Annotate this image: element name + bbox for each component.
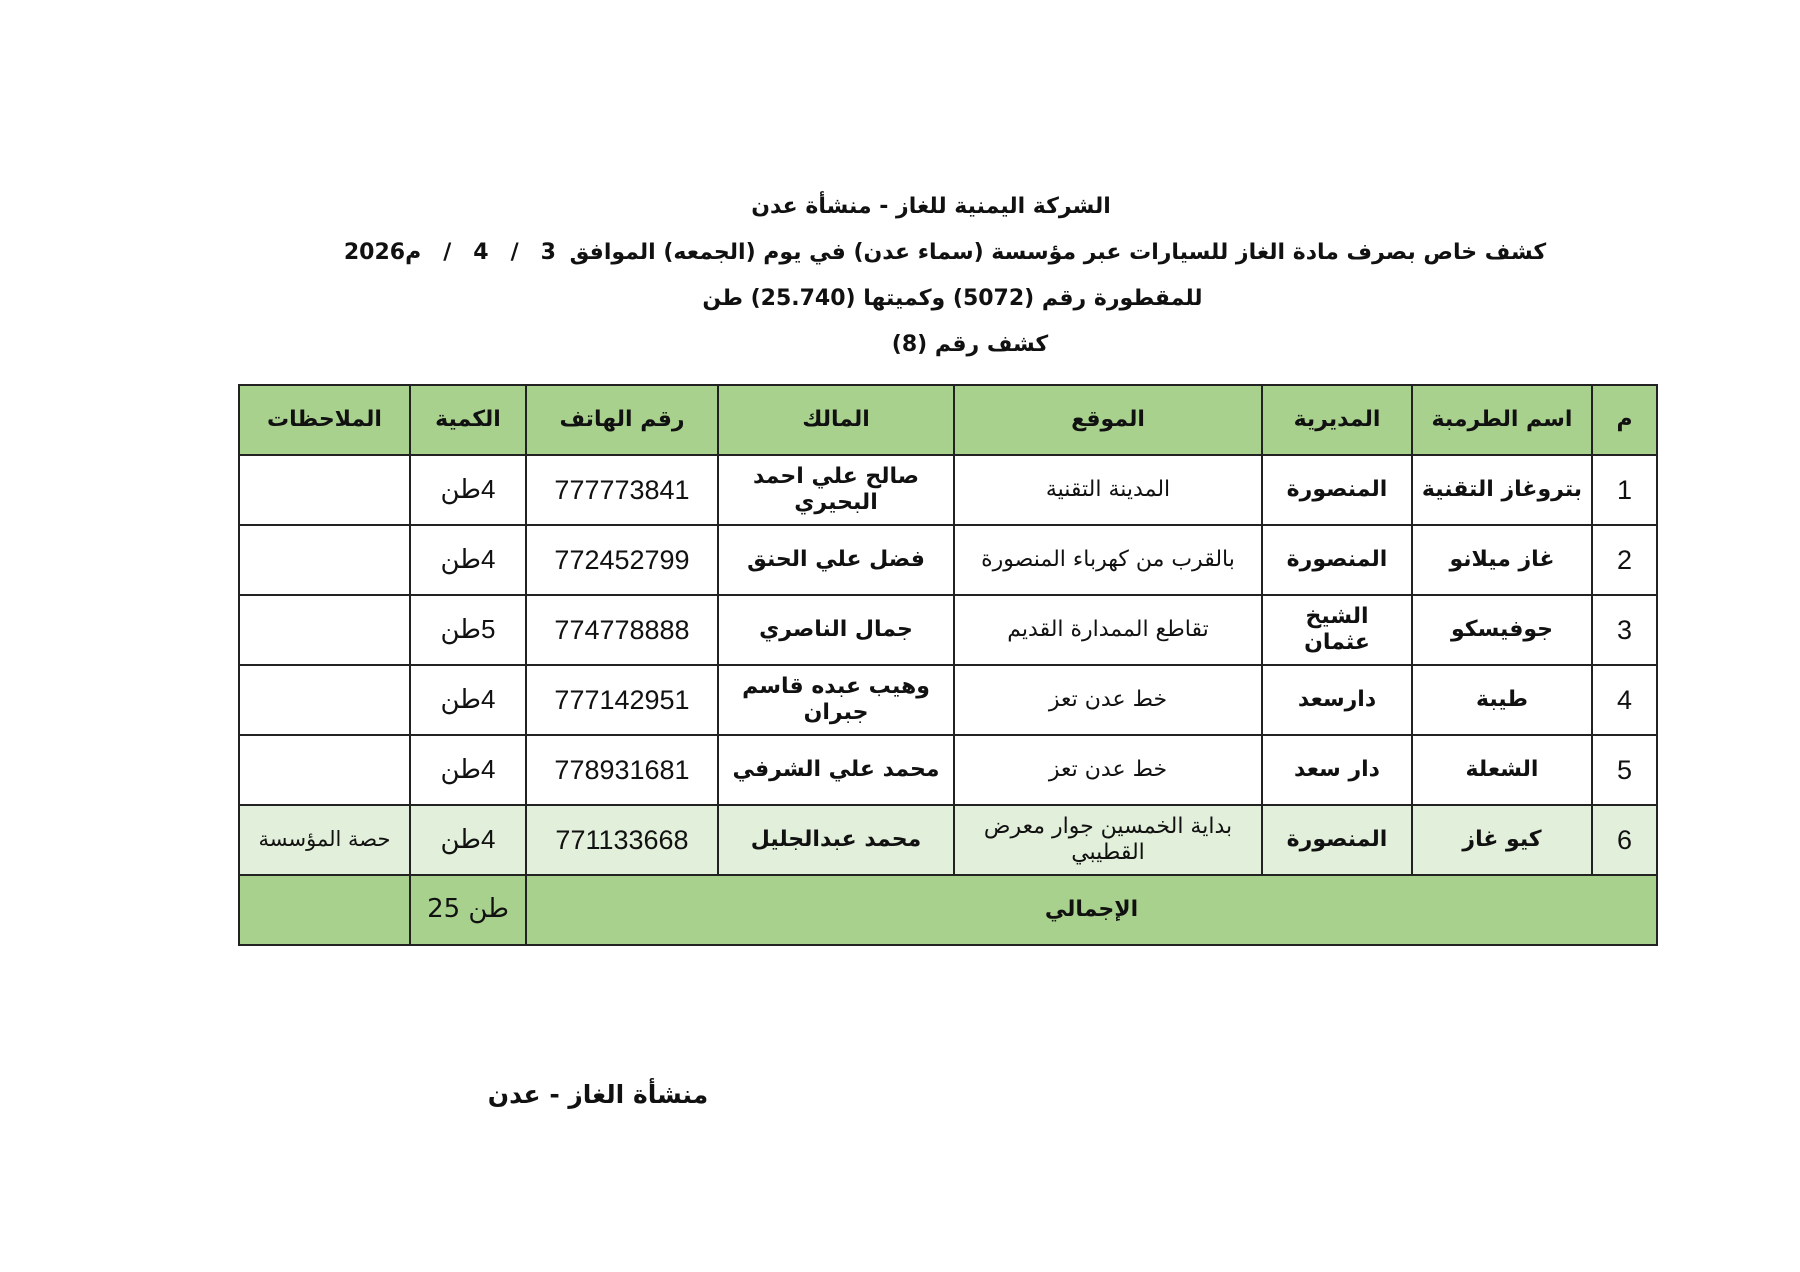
document-header — [0, 184, 1800, 368]
quantity — [410, 665, 526, 735]
col-header-notes: الملاحظات — [239, 385, 410, 455]
date-separator: / — [510, 240, 519, 265]
row-index: 5 — [1592, 735, 1657, 805]
quantity-unit: طن — [440, 754, 482, 785]
district: دار سعد — [1262, 735, 1412, 805]
station-name: غاز ميلانو — [1412, 525, 1592, 595]
quantity — [410, 735, 526, 805]
owner: محمد عبدالجليل — [718, 805, 954, 875]
location: خط عدن تعز — [954, 735, 1262, 805]
station-name: بتروغاز التقنية — [1412, 455, 1592, 525]
total-quantity: طن 25 — [410, 875, 526, 945]
district: المنصورة — [1262, 525, 1412, 595]
owner: محمد علي الشرفي — [718, 735, 954, 805]
quantity-unit: طن — [440, 614, 482, 645]
table-row — [239, 665, 1657, 735]
quantity — [410, 805, 526, 875]
total-row — [239, 875, 1657, 945]
row-index: 6 — [1592, 805, 1657, 875]
col-header-phone: رقم الهاتف — [526, 385, 718, 455]
quantity-value: 4 — [481, 753, 496, 784]
statement-description — [0, 230, 1800, 276]
table-row — [239, 455, 1657, 525]
location: تقاطع الممدارة القديم — [954, 595, 1262, 665]
location: خط عدن تعز — [954, 665, 1262, 735]
phone-number: 778931681 — [526, 735, 718, 805]
quantity-value: 4 — [481, 823, 496, 854]
quantity-unit: طن — [440, 824, 482, 855]
tanker-info: للمقطورة رقم (5072) وكميتها (25.740) طن — [702, 286, 1203, 311]
table-row — [239, 595, 1657, 665]
phone-number: 772452799 — [526, 525, 718, 595]
table-row — [239, 805, 1657, 875]
footer-signature: منشأة الغاز - عدن — [487, 1080, 709, 1109]
col-header-location: الموقع — [954, 385, 1262, 455]
owner: فضل علي الحنق — [718, 525, 954, 595]
notes — [239, 665, 410, 735]
date-year: 2026م — [343, 240, 422, 265]
company-title: الشركة اليمنية للغاز - منشأة عدن — [751, 194, 1111, 219]
phone-number: 774778888 — [526, 595, 718, 665]
station-name: الشعلة — [1412, 735, 1592, 805]
statement-number: كشف رقم (8) — [891, 332, 1049, 357]
distribution-table — [238, 384, 1658, 946]
phone-number: 777773841 — [526, 455, 718, 525]
owner: جمال الناصري — [718, 595, 954, 665]
notes — [239, 455, 410, 525]
quantity-value: 4 — [481, 473, 496, 504]
district: المنصورة — [1262, 455, 1412, 525]
row-index: 4 — [1592, 665, 1657, 735]
station-name: جوفيسكو — [1412, 595, 1592, 665]
table-row — [239, 525, 1657, 595]
col-header-station: اسم الطرمبة — [1412, 385, 1592, 455]
date-day: 3 — [540, 240, 556, 265]
quantity — [410, 595, 526, 665]
col-header-quantity: الكمية — [410, 385, 526, 455]
table-header-row — [239, 385, 1657, 455]
statement-text: كشف خاص بصرف مادة الغاز للسيارات عبر مؤسسة (سماء عدن) في يوم (الجمعه) الموافق — [569, 240, 1547, 265]
quantity-value: 5 — [481, 613, 496, 644]
location: بداية الخمسين جوار معرض القطيبي — [954, 805, 1262, 875]
row-index: 1 — [1592, 455, 1657, 525]
quantity-value: 4 — [481, 543, 496, 574]
district: دارسعد — [1262, 665, 1412, 735]
notes — [239, 525, 410, 595]
col-header-index: م — [1592, 385, 1657, 455]
notes — [239, 595, 410, 665]
location: بالقرب من كهرباء المنصورة — [954, 525, 1262, 595]
location: المدينة التقنية — [954, 455, 1262, 525]
quantity-unit: طن — [440, 544, 482, 575]
quantity — [410, 525, 526, 595]
row-index: 2 — [1592, 525, 1657, 595]
quantity-unit: طن — [440, 684, 482, 715]
phone-number: 777142951 — [526, 665, 718, 735]
statement-date — [344, 230, 556, 276]
col-header-owner: المالك — [718, 385, 954, 455]
owner: صالح علي احمد البحيري — [718, 455, 954, 525]
district: المنصورة — [1262, 805, 1412, 875]
notes: حصة المؤسسة — [239, 805, 410, 875]
owner: وهيب عبده قاسم جبران — [718, 665, 954, 735]
phone-number: 771133668 — [526, 805, 718, 875]
date-separator: / — [443, 240, 452, 265]
col-header-district: المديرية — [1262, 385, 1412, 455]
total-label: الإجمالي — [526, 875, 1657, 945]
notes — [239, 735, 410, 805]
row-index: 3 — [1592, 595, 1657, 665]
quantity-unit: طن — [440, 474, 482, 505]
date-month: 4 — [473, 240, 489, 265]
table-row — [239, 735, 1657, 805]
quantity — [410, 455, 526, 525]
quantity-value: 4 — [481, 683, 496, 714]
station-name: كيو غاز — [1412, 805, 1592, 875]
station-name: طيبة — [1412, 665, 1592, 735]
district: الشيخ عثمان — [1262, 595, 1412, 665]
total-notes — [239, 875, 410, 945]
